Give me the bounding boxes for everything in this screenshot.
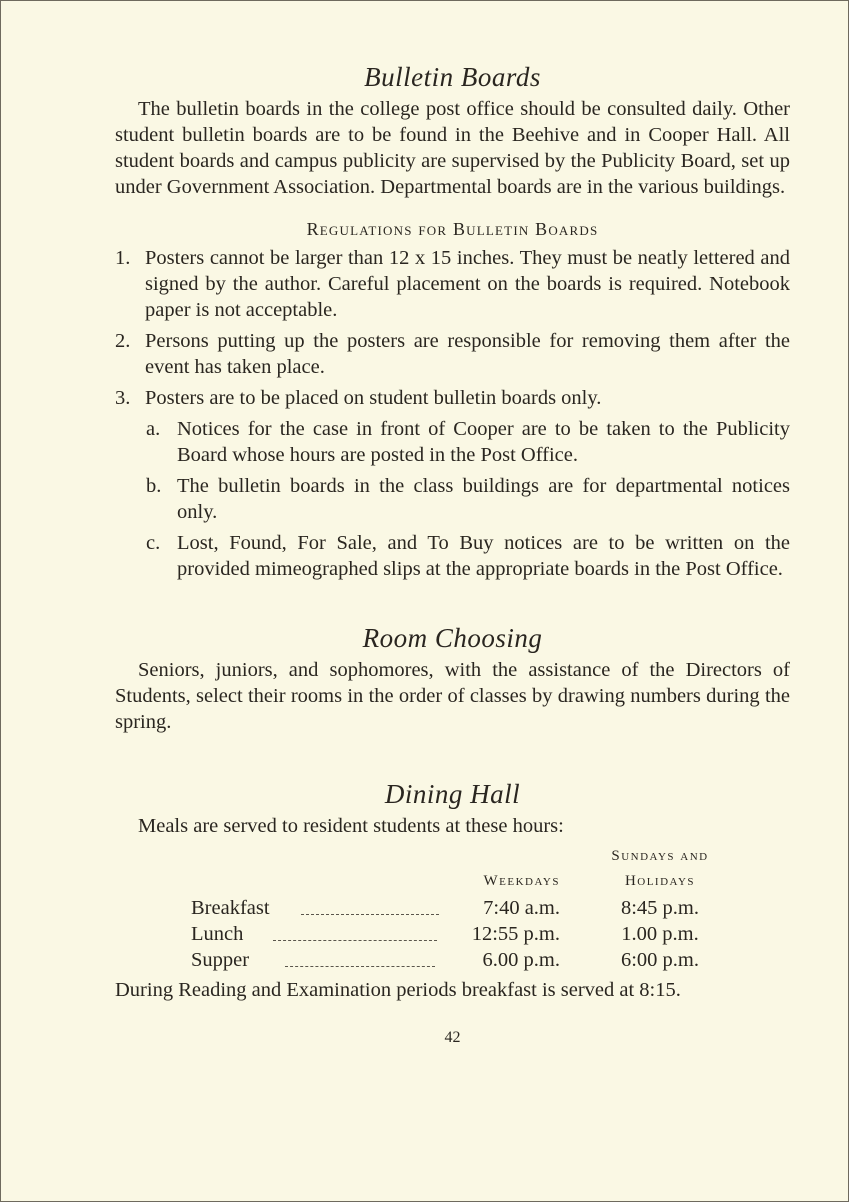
- bulletin-intro-paragraph: The bulletin boards in the college post office should be consulted daily. Other student bulletin boards are to be found in the Beehive and in Cooper Hall. All student boards and campus publicity are supervised by the Publicity Board, set up under Government Association. Departmental boards are in the various buildings.: [115, 98, 790, 198]
- meal-name: Lunch: [191, 923, 244, 945]
- holiday-time: 8:45 p.m.: [620, 897, 700, 919]
- holidays-header-line2: Holidays: [624, 873, 696, 889]
- meal-row: [115, 947, 790, 973]
- weekday-time: 12:55 p.m.: [471, 923, 560, 945]
- regulation-number: 2.: [115, 330, 131, 352]
- regulation-item: [115, 385, 790, 411]
- regulation-text: Persons putting up the posters are responsible for removing them after the event has taken place.: [145, 330, 790, 378]
- holidays-header-line1: Sundays and: [611, 848, 709, 864]
- regulation-subitem: [146, 530, 790, 582]
- dining-intro: Meals are served to resident students at these hours:: [138, 815, 564, 837]
- meal-row: [115, 921, 790, 947]
- regulations-heading: Regulations for Bulletin Boards: [306, 219, 599, 239]
- regulation-number: 3.: [115, 387, 131, 409]
- weekday-time: 7:40 a.m.: [483, 897, 560, 919]
- meal-name: Supper: [191, 949, 250, 971]
- regulation-text: Posters are to be placed on student bulletin boards only.: [145, 387, 602, 409]
- regulation-item: [115, 245, 790, 323]
- subitem-letter: c.: [146, 532, 161, 554]
- leader-dots: [273, 940, 437, 941]
- regulation-number: 1.: [115, 247, 131, 269]
- leader-dots: [285, 966, 435, 967]
- subitem-text: Notices for the case in front of Cooper are to be taken to the Publicity Board whose hours are posted in the Post Office.: [177, 418, 790, 466]
- subitem-letter: b.: [146, 475, 162, 497]
- document-page: [115, 60, 790, 1051]
- regulation-subitem: [146, 473, 790, 525]
- regulation-text: Posters cannot be larger than 12 x 15 inches. They must be neatly lettered and signed by the author. Careful placement on the boards is required. Notebook paper is not acceptable.: [145, 247, 790, 321]
- dining-hall-heading: Dining Hall: [384, 779, 521, 809]
- meal-row: [115, 895, 790, 921]
- subitem-text: The bulletin boards in the class buildings are for departmental notices only.: [177, 475, 790, 523]
- page-number: 42: [444, 1029, 461, 1046]
- subitem-text: Lost, Found, For Sale, and To Buy notices are to be written on the provided mimeographed slips at the appropriate boards in the Post Office.: [177, 532, 790, 580]
- reading-period-note: During Reading and Examination periods breakfast is served at 8:15.: [115, 979, 681, 1001]
- meal-name: Breakfast: [191, 897, 270, 919]
- weekday-time: 6.00 p.m.: [482, 949, 560, 971]
- holiday-time: 6:00 p.m.: [620, 949, 700, 971]
- bulletin-boards-heading: Bulletin Boards: [364, 62, 541, 92]
- regulation-subitem: [146, 416, 790, 468]
- leader-dots: [301, 914, 439, 915]
- weekdays-header: Weekdays: [483, 873, 560, 889]
- meal-hours-table: [115, 843, 790, 973]
- regulation-item: [115, 328, 790, 380]
- holiday-time: 1.00 p.m.: [621, 923, 699, 945]
- subitem-letter: a.: [146, 418, 161, 440]
- room-choosing-paragraph: Seniors, juniors, and sophomores, with the assistance of the Directors of Students, select their rooms in the order of classes by drawing numbers during the spring.: [115, 659, 790, 733]
- room-choosing-heading: Room Choosing: [362, 623, 543, 653]
